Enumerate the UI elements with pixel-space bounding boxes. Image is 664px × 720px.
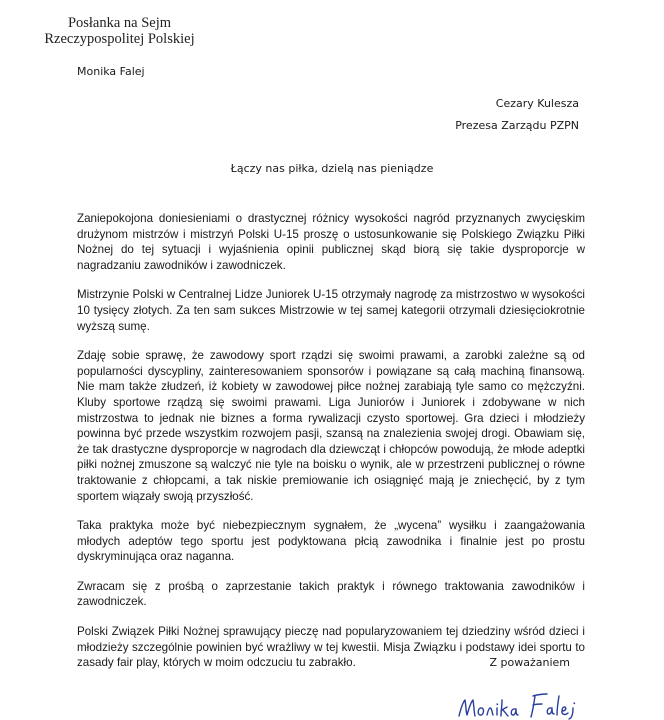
paragraph-6: Polski Związek Piłki Nożnej sprawujący pieczę nad popularyzowaniem tej dziedziny wśród dzieci i młodzieży szczególnie powinien być wrażliwy w tej kwestii. Misja Związku i podstawy idei sportu to zasady fair play, których w moim odczuciu tu zabrakło. bbox=[77, 625, 585, 670]
closing-phrase: Z poważaniem bbox=[489, 656, 570, 669]
paragraph-2: Mistrzynie Polski w Centralnej Lidze Juniorek U-15 otrzymały nagrodę za mistrzostwo w wysokości 10 tysięcy złotych. Za ten sam sukces Mistrzowie w tej samej kategorii otrzymali dziesięciokrotnie wyższą sumę. bbox=[77, 288, 585, 333]
letter-body bbox=[77, 211, 585, 685]
letter-title: Łączy nas piłka, dzielą nas pieniądze bbox=[230, 162, 434, 175]
paragraph-1: Zaniepokojona doniesieniami o drastycznej różnicy wysokości nagród przyznanych zwycięskim drużynom mistrzów i mistrzyń Polski U-15 proszę o ustosunkowanie się Polskiego Związku Piłki Nożnej do tej sytuacji i wyjaśnienia opinii publicznej skąd biorą się takie dysproporcje w nagradzaniu zawodników i zawodniczek. bbox=[77, 212, 585, 272]
letterhead-line-1: Posłanka na Sejm bbox=[67, 15, 172, 31]
recipient-block bbox=[279, 93, 579, 137]
letterhead bbox=[32, 15, 207, 47]
sender-name: Monika Falej bbox=[77, 65, 145, 78]
letterhead-line-2: Rzeczypospolitej Polskiej bbox=[44, 31, 195, 47]
recipient-position: Prezesa Zarządu PZPN bbox=[455, 119, 579, 132]
handwritten-signature bbox=[455, 686, 590, 720]
recipient-name: Cezary Kulesza bbox=[495, 97, 579, 110]
paragraph-3: Zdaję sobie sprawę, że zawodowy sport rządzi się swoimi prawami, a zarobki zależne są od popularności dyscypliny, zainteresowaniem sponsorów i powiązane są całą machiną finansową. Nie mam także złudzeń, iż kobiety w zawodowej piłce nożnej zarabiają tyle samo co mężczyźni. Kluby sportowe rządzą się swoimi prawami. Liga Juniorów i Juniorek i zdobywane w nich mistrzostwa to jednak nie biznes a forma rywalizacji czysto sportowej. Gra dzieci i młodzieży powinna być przede wszystkim rozwojem pasji, szansą na znalezienia swojej drogi. Obawiam się, że tak drastyczne dysproporcje w nagrodach dla dziewcząt i chłopców powodują, że młode adeptki piłki nożnej zmuszone są walczyć nie tyle na boisku o wynik, ale w przestrzeni publicznej o równe traktowanie z chłopcami, a tak niskie premiowanie ich osiągnięć mają je zniechęcić, by z tym sportem wiązały swoją przyszłość. bbox=[77, 349, 585, 503]
paragraph-5: Zwracam się z prośbą o zaprzestanie takich praktyk i równego traktowania zawodników i zawodniczek. bbox=[77, 579, 585, 609]
paragraph-4: Taka praktyka może być niebezpiecznym sygnałem, że „wycena” wysiłku i zaangażowania młodych adeptów tego sportu jest podyktowana płcią zawodnika i finalnie jest po prostu dyskryminująca oraz naganna. bbox=[77, 519, 585, 564]
